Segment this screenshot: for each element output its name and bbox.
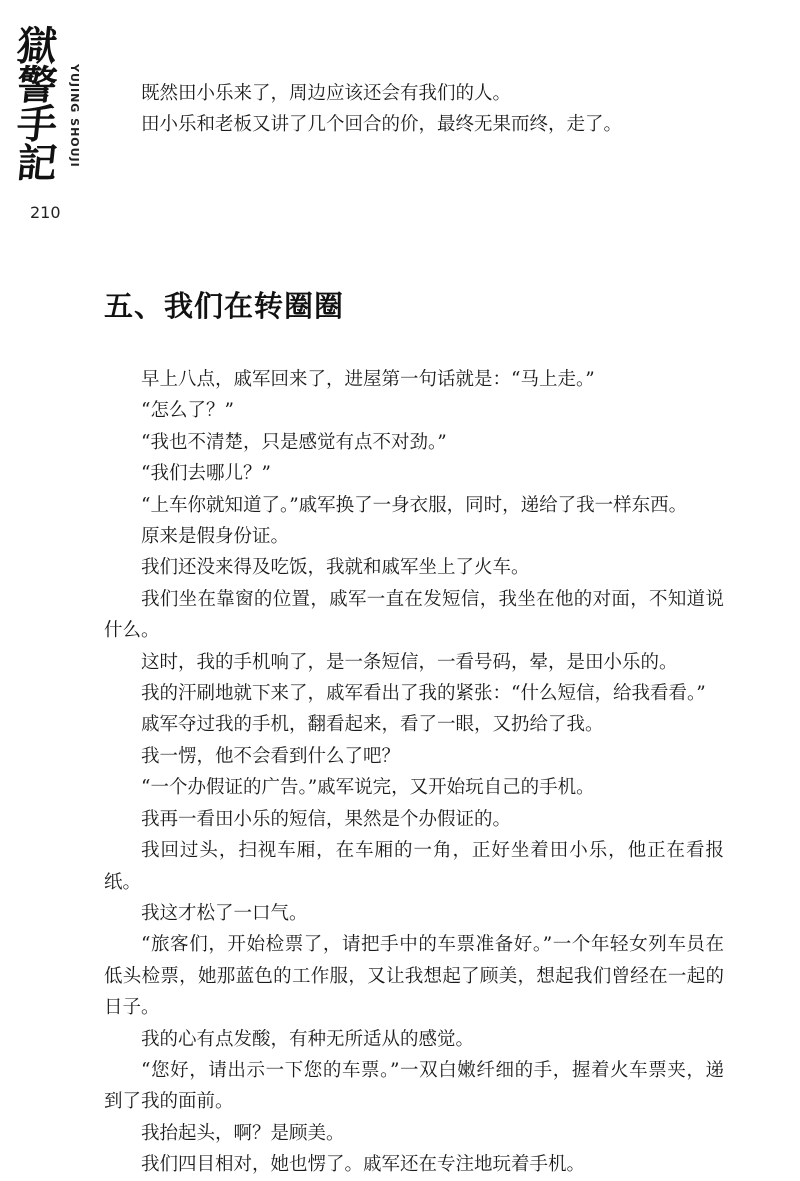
paragraph: 戚军夺过我的手机，翻看起来，看了一眼，又扔给了我。 bbox=[141, 714, 604, 736]
logo-character: 記 bbox=[14, 141, 60, 187]
paragraph: “您好，请出示一下您的车票。”一双白嫩纤细的手，握着火车票夹，递到了我的面前。 bbox=[104, 1059, 724, 1113]
paragraph: 我一愣，他不会看到什么了吧？ bbox=[141, 745, 401, 767]
logo-subtitle: YUJING SHOUJI bbox=[68, 64, 81, 168]
paragraph: “上车你就知道了。”戚军换了一身衣服，同时，递给了我一样东西。 bbox=[141, 494, 688, 516]
logo-character: 獄 bbox=[14, 24, 60, 70]
paragraph: 我们还没来得及吃饭，我就和戚军坐上了火车。 bbox=[141, 557, 530, 579]
paragraph: 我的心有点发酸，有种无所适从的感觉。 bbox=[141, 1028, 475, 1050]
logo-title bbox=[6, 24, 68, 187]
logo-character: 手 bbox=[14, 102, 60, 148]
body-text bbox=[104, 364, 724, 1181]
paragraph: 我的汗刷地就下来了，戚军看出了我的紧张：“什么短信，给我看看。” bbox=[141, 683, 706, 705]
paragraph: 原来是假身份证。 bbox=[141, 526, 290, 548]
paragraph: “我也不清楚，只是感觉有点不对劲。” bbox=[141, 431, 447, 453]
section-title: 五、我们在转圈圈 bbox=[104, 289, 345, 323]
paragraph: “旅客们，开始检票了，请把手中的车票准备好。”一个年轻女列车员在低头检票，她那蓝色的工作服，又让我想起了顾美，想起我们曾经在一起的日子。 bbox=[104, 934, 724, 1019]
paragraph: 田小乐和老板又讲了几个回合的价，最终无果而终，走了。 bbox=[141, 114, 623, 136]
paragraph: “我们去哪儿？” bbox=[141, 463, 271, 485]
logo-character: 警 bbox=[14, 63, 60, 109]
paragraph: “一个办假证的广告。”戚军说完，又开始玩自己的手机。 bbox=[141, 777, 595, 799]
page-number: 210 bbox=[30, 203, 61, 222]
paragraph: 早上八点，戚军回来了，进屋第一句话就是：“马上走。” bbox=[141, 369, 595, 390]
paragraph: 我回过头，扫视车厢，在车厢的一角，正好坐着田小乐，他正在看报纸。 bbox=[104, 840, 724, 893]
paragraph: 我抬起头，啊？是顾美。 bbox=[141, 1122, 345, 1144]
paragraph: 我们四目相对，她也愣了。戚军还在专注地玩着手机。 bbox=[141, 1154, 586, 1176]
paragraph: 我这才松了一口气。 bbox=[141, 902, 308, 924]
paragraph: “怎么了？” bbox=[141, 400, 234, 422]
top-paragraphs bbox=[104, 78, 724, 141]
paragraph: 我们坐在靠窗的位置，戚军一直在发短信，我坐在他的对面，不知道说什么。 bbox=[104, 588, 724, 642]
book-series-logo bbox=[6, 24, 98, 198]
paragraph: 这时，我的手机响了，是一条短信，一看号码，晕，是田小乐的。 bbox=[141, 651, 678, 673]
paragraph: 既然田小乐来了，周边应该还会有我们的人。 bbox=[141, 83, 512, 104]
paragraph: 我再一看田小乐的短信，果然是个办假证的。 bbox=[141, 808, 512, 830]
